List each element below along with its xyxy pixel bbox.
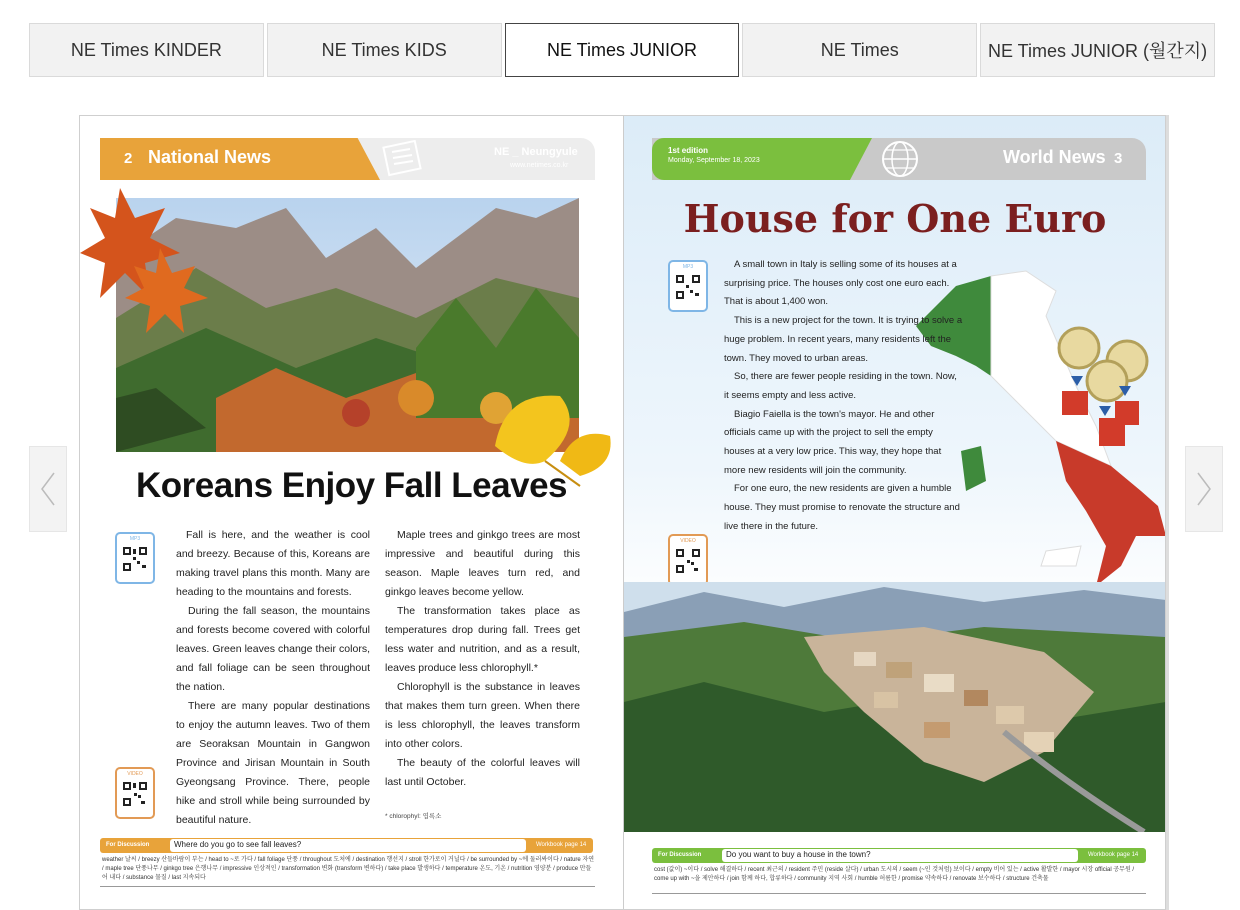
discussion-question: Where do you go to see fall leaves?: [174, 840, 302, 849]
qr-code-icon: [122, 546, 148, 572]
newspaper-tabs: [29, 23, 1215, 77]
next-page-button[interactable]: [1185, 446, 1223, 532]
vocabulary-list: weather 날씨 / breezy 산들바람이 부는 / head to ~로 가다 / fall foliage 단풍 / throughout 도처에 / destination 행선지 / stroll 한가로이 거닐다 / be surrounded by ~에 둘러싸이다 / nature 자연 / maple tree 단풍나무 / ginkgo tree 은행나무 / impressive 인상적인 / transformation 변화 (transform 변하다) / take place 발생하다 / temperature 온도, 기온 / nutrition 영양분 / produce 만들어 내다 / substance 물질 / last 지속되다: [102, 857, 595, 881]
article-column-2: Maple trees and ginkgo trees are most impressive and beautiful during this season. Maple leaves turn red, and ginkgo leaves become yellow. The transformation takes place as temperatures drop during fall. Trees get less water and nutrition, and as a result, leaves produce less chlorophyll.* Chlorophyll is the substance in leaves that makes them turn green. When there is less chlorophyll, the leaves transform into other colors. The beauty of the colorful leaves will last until October.: [385, 529, 580, 788]
tab-junior-monthly[interactable]: NE Times JUNIOR (월간지): [980, 23, 1215, 77]
town-aerial-photo: [624, 582, 1166, 832]
qr-code-icon: [675, 274, 701, 300]
divider: [100, 886, 595, 887]
workbook-ref: Workbook page 14: [536, 842, 587, 848]
newspaper-icon: [380, 140, 426, 178]
discussion-label: For Discussion: [658, 852, 702, 858]
discussion-question: Do you want to buy a house in the town?: [726, 850, 871, 859]
headline: Koreans Enjoy Fall Leaves: [135, 466, 567, 505]
tab-kinder[interactable]: NE Times KINDER: [29, 23, 264, 77]
discussion-label: For Discussion: [106, 842, 150, 848]
brand-label: NE _ Neungyule: [494, 146, 578, 158]
tab-junior[interactable]: NE Times JUNIOR: [505, 23, 740, 77]
newspaper-viewer: [79, 115, 1166, 910]
chevron-left-icon: [38, 469, 58, 509]
qr-code-video[interactable]: VIDEO: [115, 767, 155, 819]
section-title: World News: [1003, 147, 1106, 167]
section-title: National News: [148, 147, 272, 167]
qr-code-audio[interactable]: MP3: [668, 260, 708, 312]
qr-code-icon: [122, 781, 148, 807]
page-number: 3: [1114, 150, 1123, 167]
qr-code-audio[interactable]: MP3: [115, 532, 155, 584]
page-left: [80, 116, 624, 910]
article-column-1: Fall is here, and the weather is cool and breezy. Because of this, Koreans are making travel plans this month. Many are heading to the mountains and forests. During the fall season, the mountains and forests become covered with colorful leaves. Green leaves change their colors, and fall foliage can be seen throughout the nation. There are many popular destinations to enjoy the autumn leaves. Two of them are Seoraksan Mountain in Gangwon Province and Jirisan Mountain in South Gyeongsang Province. There, people hike and stroll while being surrounded by beautiful nature.: [176, 529, 370, 826]
qr-code-icon: [675, 548, 701, 574]
tab-kids[interactable]: NE Times KIDS: [267, 23, 502, 77]
divider: [652, 893, 1146, 894]
globe-icon: [878, 138, 922, 180]
footnote: * chlorophyl: 엽록소: [385, 813, 442, 820]
prev-page-button[interactable]: [29, 446, 67, 532]
headline: House for One Euro: [683, 196, 1107, 241]
maple-leaf-icon: [80, 178, 220, 338]
vocabulary-list: cost (값이) ~이다 / solve 해결하다 / recent 최근의 / resident 주민 (reside 살다) / urban 도시의 / seem (~인 것처럼) 보이다 / empty 비어 있는 / active 활발한 / mayor 시장 official 공무원 / come up with ~을 제안하다 / join 함께 하다, 합류하다 / community 지역 사회 / humble 허름한 / promise 약속하다 / renovate 보수하다 / structure 건축물: [654, 867, 1135, 882]
page-number: 2: [124, 150, 133, 167]
article-body: A small town in Italy is selling some of its houses at a surprising price. The houses only cost one euro each. That is about 1,400 won. This is a new project for the town. It is trying to solve a huge problem. In recent years, many residents left the town. They moved to urban areas. So, there are fewer people residing in the town. Now, it seems empty and less active. Biagio Faiella is the town's mayor. He and other officials came up with the project to sell the empty houses at a very low price. This way, they hope that more new residents will join the community. For one euro, the new residents are given a humble house. They must promise to renovate the structure and live there in the future.: [724, 259, 963, 532]
page-right: [624, 116, 1166, 910]
tab-ne-times[interactable]: NE Times: [742, 23, 977, 77]
workbook-ref: Workbook page 14: [1088, 852, 1139, 858]
euro-coin-icon: [1057, 326, 1166, 456]
chevron-right-icon: [1194, 469, 1214, 509]
issue-date: Monday, September 18, 2023: [668, 157, 760, 164]
site-url: www.netimes.co.kr: [510, 162, 569, 169]
edition-label: 1st edition: [668, 146, 709, 155]
qr-code-video[interactable]: VIDEO: [668, 534, 708, 586]
